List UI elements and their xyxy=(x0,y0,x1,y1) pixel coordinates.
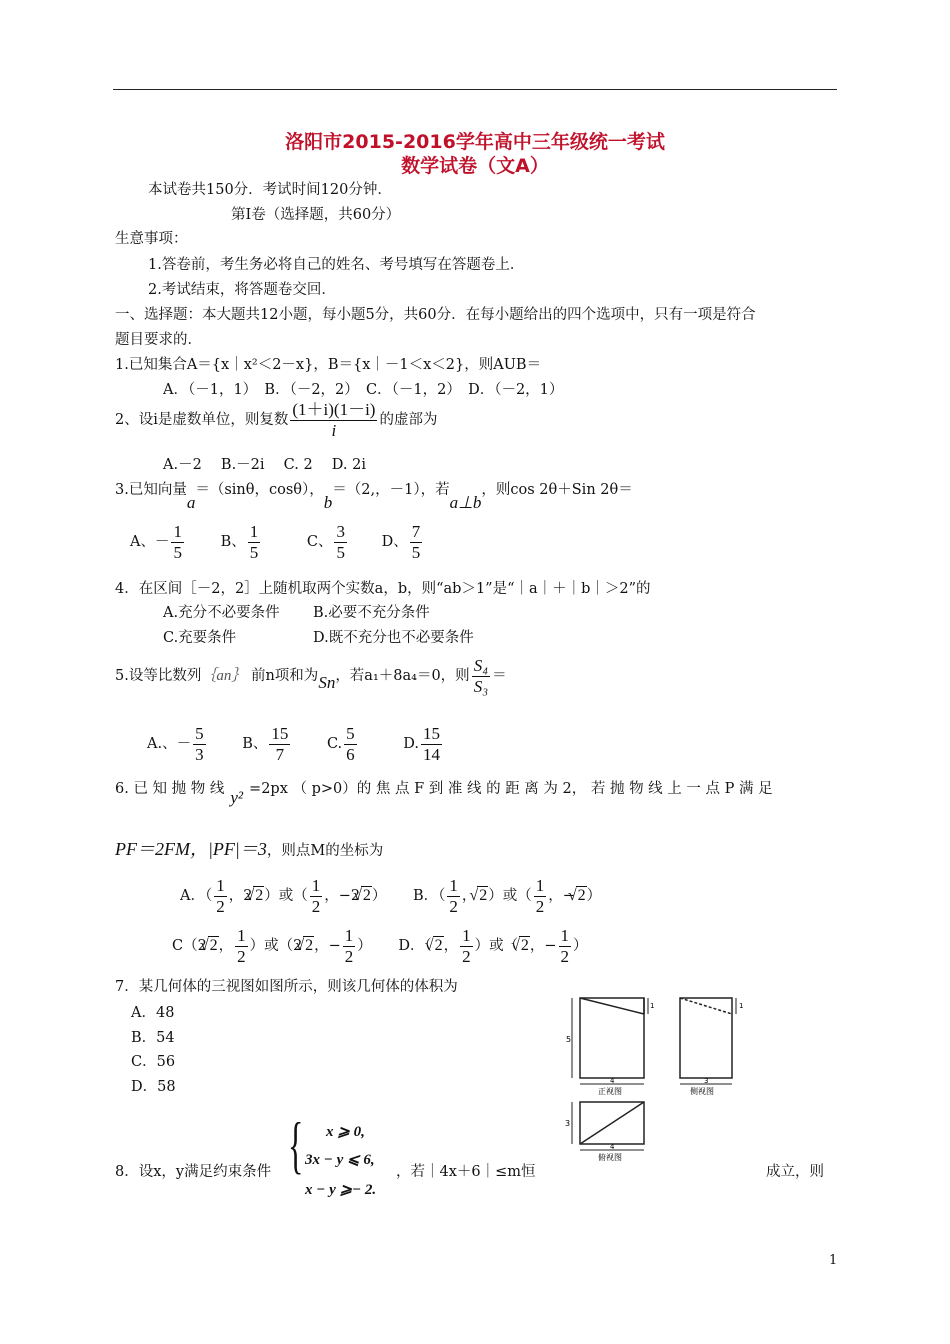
question-8-tail: 成立，则 xyxy=(766,1164,824,1180)
constraint-2: 3x − y ⩽ 6, xyxy=(305,1152,375,1168)
top-height-label: 3 xyxy=(565,1119,571,1128)
question-7-option-b: B．54 xyxy=(131,1030,175,1046)
question-3-options: A、－ $\frac{1}{5}$ B、 $\frac{1}{5}$ C、 $\frac{3}{5}$ D、 $\frac{7}{5}$ xyxy=(130,522,421,562)
system-brace: { xyxy=(288,1109,304,1180)
top-width-label: 4 xyxy=(610,1143,615,1151)
question-1-options: A．（－1，1） B．（－2，2） C．（－1，2） D．（－2，1） xyxy=(163,382,564,398)
front-width-label: 4 xyxy=(610,1077,615,1085)
question-6-condition: PF＝2FM，|PF|＝3，则点M的坐标为 xyxy=(115,839,384,859)
front-offset-label: 1 xyxy=(650,1002,655,1010)
question-2-fraction: $\frac{(1+i)(1-i)}{i}$ xyxy=(292,400,376,440)
notice-item-1: 1.答卷前，考生务必将自己的姓名、考号填写在答题卷上． xyxy=(148,257,525,273)
top-view xyxy=(572,1102,644,1150)
question-2-tail: 的虚部为 xyxy=(379,412,438,429)
constraint-1: x ⩾ 0, xyxy=(326,1124,365,1140)
section1-intro: 一、选择题：本大题共12小题，每小题5分，共60分．在每小题给出的四个选项中，只有一项是符合 xyxy=(115,307,756,323)
question-2-options: A.－2 B.－2i C. 2 D. 2i xyxy=(163,457,366,473)
question-7-option-a: A．48 xyxy=(131,1005,175,1021)
question-7-option-d: D．58 xyxy=(131,1079,176,1095)
vector-b: b xyxy=(323,493,333,512)
top-view-caption: 俯视图 xyxy=(598,1153,622,1162)
part1-heading: 第Ⅰ卷（选择题，共60分） xyxy=(231,207,401,223)
sum-sn: Sn xyxy=(318,673,336,693)
question-4-option-c: C.充要条件 xyxy=(163,630,237,646)
front-height-label: 5 xyxy=(566,1035,572,1044)
question-5-options: A.、－ $\frac{5}{3}$ B、 $\frac{15}{7}$ C. $\frac{5}{6}$ D. $\frac{15}{14}$ xyxy=(147,724,440,764)
question-8: 8．设x，y满足约束条件 xyxy=(115,1164,272,1180)
sequence-an: ｛an｝ xyxy=(201,668,247,685)
side-view xyxy=(680,998,736,1084)
exam-title: 洛阳市2015-2016学年高中三年级统一考试 xyxy=(285,131,665,153)
vector-a: a xyxy=(186,493,196,512)
question-4-option-a: A.充分不必要条件 xyxy=(163,605,280,621)
front-view xyxy=(572,998,648,1084)
page-number: 1 xyxy=(829,1253,838,1268)
header-rule xyxy=(113,89,837,90)
question-6-options-cd: C（2√ 2， $\frac{1}{2}$ ）或（2√ 2，− $\frac{1}{2}$ ） D．（√ 2， $\frac{1}{2}$ ）或（√ 2，− $\frac{1}{2}$ ） xyxy=(172,926,588,966)
question-3: 3.已知向量a＝（sinθ，cosθ），b＝（2,，－1），若a⊥b，则cos 2θ＋Sin 2θ＝ xyxy=(115,482,633,512)
section1-intro-cont: 题目要求的． xyxy=(115,332,202,348)
question-4: 4．在区间［－2，2］上随机取两个实数a，b，则“ab＞1”是“｜a｜＋｜b｜＞2”的 xyxy=(115,581,651,597)
y-squared: y² xyxy=(230,788,244,807)
question-2 xyxy=(115,400,437,440)
question-5: 5.设等比数列｛an｝ 前n项和为Sn，若a₁＋8a₄＝0，则 $\frac{\text{S₄}}{\text{S₃}}$ ＝ xyxy=(115,656,507,696)
perpendicular-condition: a⊥b xyxy=(449,493,482,512)
question-7: 7．某几何体的三视图如图所示，则该几何体的体积为 xyxy=(115,979,458,995)
question-7-option-c: C．56 xyxy=(131,1054,176,1070)
question-4-option-d: D.既不充分也不必要条件 xyxy=(313,630,474,646)
intro-text: 本试卷共150分．考试时间120分钟． xyxy=(148,182,392,198)
exam-subtitle: 数学试卷（文A） xyxy=(401,155,549,177)
question-4-option-b: B.必要不充分条件 xyxy=(313,605,430,621)
notice-heading: 生意事项： xyxy=(115,231,188,247)
question-6-options-ab: A．（ $\frac{1}{2}$ ，2√ 2）或（ $\frac{1}{2}$ ，−2√ 2） B．（ $\frac{1}{2}$ ，√ 2）或（ $\frac{1}{2}$ ，−√ 2） xyxy=(180,876,601,916)
constraint-3: x − y ⩾− 2. xyxy=(305,1182,377,1198)
side-view-caption: 侧视图 xyxy=(690,1087,714,1096)
three-view-figure xyxy=(560,992,760,1162)
side-width-label: 3 xyxy=(704,1077,709,1085)
notice-item-2: 2.考试结束，将答题卷交回． xyxy=(148,282,336,298)
question-6: 6. 已 知 抛 物 线 y² =2px （ p>0）的 焦 点 F 到 准 线 的 距 离 为 2， 若 抛 物 线 上 一 点 P 满 足 xyxy=(115,781,773,807)
question-2-stem: 2、设i是虚数单位，则复数 xyxy=(115,412,289,429)
question-1: 1.已知集合A＝{x｜x²＜2－x}，B＝{x｜－1＜x＜2}，则AUB＝ xyxy=(115,357,542,373)
front-view-caption: 正视图 xyxy=(598,1087,622,1096)
question-8-condition: ，若｜4x＋6｜≤m恒 xyxy=(396,1164,536,1180)
side-offset-label: 1 xyxy=(739,1002,744,1010)
